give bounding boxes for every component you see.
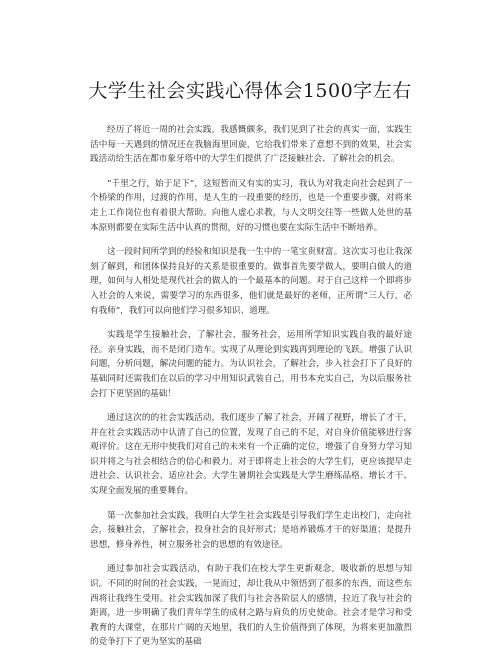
paragraph: 第一次参加社会实践，我明白大学生社会实践是引导我们学生走出校门，走向社会，接触社会，了解社会，投身社会的良好形式；是培养锻炼才干的好渠道；是提升思想，修身养性，树立服务社会的思想的有效途径。 [90,510,412,550]
document-body [90,123,412,660]
paragraph: 这一段时间所学到的经验和知识是我一生中的一笔宝贵财富。这次实习也让我深刻了解到，和团体保持良好的关系是很重要的。做事首先要学做人，要明白做人的道理，如何与人相处是现代社会的做人的一个最基本的问题。对于自己这样一个即将步入社会的人来说，需要学习的东西很多，他们就是最好的老师，正所谓“三人行，必有我师”，我们可以向他们学习很多知识、道理。 [90,247,412,316]
paragraph: “千里之行，始于足下”，这短暂而又有实的实习，我认为对我走向社会起到了一个桥梁的作用，过渡的作用，是人生的一段重要的经历，也是一个重要步骤，对将来走上工作岗位也有着很大帮助。向他人虚心求教，与人文明交往等一些做人处世的基本原则都要在实际生活中认真的贯彻，好的习惯也要在实际生活中不断培养。 [90,178,412,233]
document-title: 大学生社会实践心得体会1500字左右 [88,80,412,102]
paragraph: 经历了将近一周的社会实践，我感慨颇多，我们见到了社会的真实一面，实践生活中每一天遇到的情况还在我脑海里回旋，它给我们带来了意想不到的效果，社会实践活动给生活在都市象牙塔中的大学生们提供了广泛接触社会、了解社会的机会。 [90,125,412,165]
paragraph: 通过参加社会实践活动，有助于我们在校大学生更新观念，吸收新的思想与知识。不同的时间的社会实践，一晃而过，却让我从中领悟到了很多的东西，而这些东西将让我终生受用。社会实践加深了我们与社会各阶层人的感情，拉近了我与社会的距离，进一步明确了我们青年学生的成材之路与肩负的历史使命。社会才是学习和受教育的大课堂，在那片广阔的天地里，我们的人生价值得到了体现，为将来更加激烈的竞争打下了更为坚实的基础 [90,564,412,648]
paragraph: 通过这次的的社会实践活动，我们逐步了解了社会，开阔了视野，增长了才干，并在社会实践活动中认清了自己的位置，发现了自己的不足，对自身价值能够进行客观评价。这在无形中使我们对自己的未来有一个正确的定位，增强了自身努力学习知识并将之与社会相结合的信心和毅力。对于即将走上社会的大学生们，更应该提早走进社会、认识社会、适应社会。大学生暑期社会实践是大学生磨练品格、增长才干、实现全面发展的重要舞台。 [90,413,412,497]
paragraph: 实践是学生接触社会，了解社会，服务社会，运用所学知识实践自我的最好途径。亲身实践，而不是闭门造车。实现了从理论到实践再到理论的飞跃。增强了认识问题，分析问题，解决问题的能力。为认识社会，了解社会，步入社会打下了良好的基础同时还需我们在以后的学习中用知识武装自己，用书本充实自己，为以后服务社会打下更坚固的基础！ [90,330,412,399]
